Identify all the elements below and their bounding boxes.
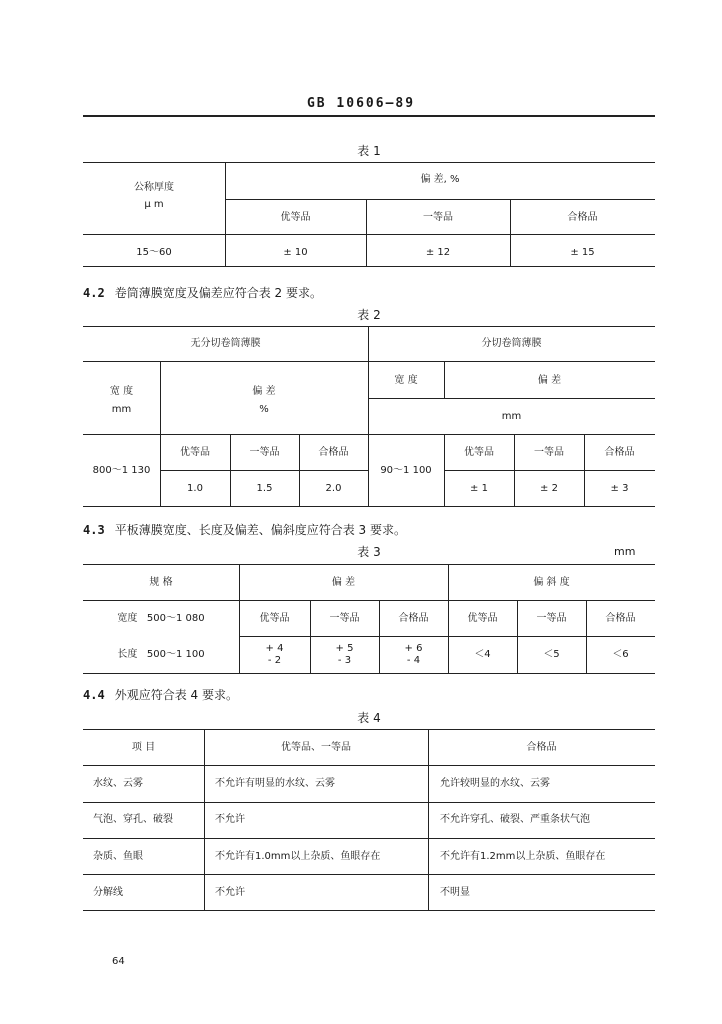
header-rule [83, 115, 655, 117]
section-4-2 [83, 284, 322, 301]
table2-grade-header: 优等品 [464, 447, 494, 458]
table3-dev-header: 偏 差 [331, 577, 356, 588]
table2-caption: 表 2 [357, 308, 381, 322]
table2-width-label: 宽 度 [109, 386, 134, 397]
table1-value-cell: ± 10 [283, 247, 308, 258]
table2-value-cell: ± 2 [540, 483, 558, 494]
table3-dev-plus: + 4 [265, 643, 284, 654]
table2-dev-unit: % [259, 404, 269, 415]
table2-rule [83, 434, 655, 435]
table3-rule [586, 600, 587, 673]
table2-rule [444, 470, 655, 471]
table3-caption: 表 3 [357, 545, 381, 559]
table3-unit: mm [614, 545, 636, 558]
table2-rule [230, 434, 231, 506]
table3-grade-header: 合格品 [605, 613, 636, 624]
table3-dev-minus: - 4 [406, 655, 421, 666]
table4-rule [428, 729, 429, 910]
table3-spec-header: 规 格 [149, 577, 173, 588]
table2-grade-header: 一等品 [249, 447, 280, 458]
table3-grade-header: 一等品 [536, 613, 567, 624]
table3-grade-header: 一等品 [329, 613, 360, 624]
table1-rule [83, 162, 655, 163]
table4-rule [83, 910, 655, 911]
section-number: 4.2 [83, 286, 105, 300]
table4-rule [83, 838, 655, 839]
table4-ok-cell: 允许较明显的水纹、云雾 [440, 778, 550, 789]
page-number: 64 [112, 956, 125, 967]
table4-top-cell: 不允许 [215, 814, 245, 825]
table3-dev-minus: - 3 [337, 655, 352, 666]
table1-thickness-unit: μ m [144, 199, 164, 210]
table4-caption: 表 4 [357, 711, 381, 725]
table4-rule [83, 802, 655, 803]
table4-ok-cell: 不允许有1.2mm以上杂质、鱼眼存在 [440, 851, 606, 862]
section-4-3 [83, 521, 406, 538]
table1-value-cell: ± 15 [570, 247, 595, 258]
table3-rule [83, 564, 655, 565]
standard-number: GB 10606—89 [306, 96, 416, 111]
table1-grade-header: 一等品 [423, 212, 453, 223]
table2-rule [368, 398, 655, 399]
table4-rule [83, 765, 655, 766]
table1-value-cell: ± 12 [425, 247, 451, 258]
table4-item-cell: 气泡、穿孔、破裂 [93, 814, 173, 825]
table4-top-cell: 不允许有明显的水纹、云雾 [215, 778, 335, 789]
table4-top-cell: 不允许 [215, 887, 245, 898]
table2-left-title: 无分切卷筒薄膜 [190, 338, 261, 349]
table1-caption: 表 1 [357, 144, 381, 158]
table3-rule [517, 600, 518, 673]
table2-rule [83, 361, 655, 362]
table2-rule [83, 506, 655, 507]
table2-width-unit: mm [111, 404, 132, 415]
table1-rule [83, 266, 655, 267]
table4-item-cell: 分解线 [93, 887, 123, 898]
table3-skew-cell: ＜6 [612, 649, 629, 660]
table1-grade-header: 合格品 [567, 212, 598, 223]
table3-skew-header: 偏 斜 度 [533, 577, 570, 588]
table1-range-cell: 15～60 [136, 247, 172, 258]
table1-deviation-header: 偏 差, % [420, 174, 460, 185]
table4-item-cell: 水纹、云雾 [93, 778, 143, 789]
table2-grade-header: 一等品 [534, 447, 564, 458]
table3-dev-minus: - 2 [267, 655, 282, 666]
table2-grade-header: 合格品 [318, 447, 349, 458]
table2-rule [160, 470, 368, 471]
table1-grade-header: 优等品 [280, 212, 311, 223]
table2-value-cell: 2.0 [325, 483, 342, 494]
table2-left-range: 800～1 130 [92, 465, 151, 476]
table4-top-cell: 不允许有1.0mm以上杂质、鱼眼存在 [215, 851, 381, 862]
table3-dev-plus: + 5 [335, 643, 354, 654]
table2-right-width-label: 宽 度 [394, 375, 418, 386]
table3-dev-plus: + 6 [404, 643, 423, 654]
table3-row-length: 长度 500～1 100 [117, 649, 205, 660]
table2-right-dev-label: 偏 差 [537, 375, 562, 386]
table4-ok-cell: 不明显 [440, 887, 470, 898]
table2-right-unit: mm [501, 411, 522, 422]
table4-item-header: 项 目 [131, 742, 156, 753]
table4-rule [83, 874, 655, 875]
table2-rule [514, 434, 515, 506]
section-4-4 [83, 686, 238, 703]
table3-rule [83, 673, 655, 674]
table2-right-range: 90～1 100 [380, 465, 432, 476]
table2-right-title: 分切卷筒薄膜 [481, 338, 542, 349]
table1-rule [83, 234, 655, 235]
table2-rule [299, 434, 300, 506]
table4-item-cell: 杂质、鱼眼 [93, 851, 143, 862]
table4-rule [83, 729, 655, 730]
table3-row-width: 宽度 500～1 080 [117, 613, 205, 624]
table2-value-cell: 1.5 [256, 483, 273, 494]
table3-grade-header: 优等品 [259, 613, 290, 624]
table2-rule [584, 434, 585, 506]
table1-thickness-header: 公称厚度 [134, 182, 174, 193]
table2-grade-header: 合格品 [604, 447, 635, 458]
table2-value-cell: ± 3 [610, 483, 629, 494]
table4-rule [204, 729, 205, 910]
table2-grade-header: 优等品 [180, 447, 210, 458]
section-number: 4.4 [83, 688, 105, 702]
table2-value-cell: 1.0 [187, 483, 203, 494]
table3-rule [239, 636, 655, 637]
table1-rule [225, 199, 655, 200]
section-text: 外观应符合表 4 要求。 [114, 688, 238, 702]
table4-top-header: 优等品、一等品 [281, 742, 351, 753]
section-text: 卷筒薄膜宽度及偏差应符合表 2 要求。 [114, 286, 322, 300]
table2-value-cell: ± 1 [470, 483, 488, 494]
table3-grade-header: 合格品 [398, 613, 429, 624]
section-text: 平板薄膜宽度、长度及偏差、偏斜度应符合表 3 要求。 [114, 523, 406, 537]
table3-rule [83, 600, 655, 601]
table2-dev-label: 偏 差 [252, 386, 276, 397]
table4-ok-header: 合格品 [526, 742, 557, 753]
table3-skew-cell: ＜5 [543, 649, 560, 660]
table4-ok-cell: 不允许穿孔、破裂、严重条状气泡 [440, 814, 590, 825]
section-number: 4.3 [83, 523, 105, 537]
table2-rule [444, 434, 445, 506]
table3-grade-header: 优等品 [467, 613, 498, 624]
table2-rule [83, 326, 655, 327]
table3-skew-cell: ＜4 [474, 649, 491, 660]
